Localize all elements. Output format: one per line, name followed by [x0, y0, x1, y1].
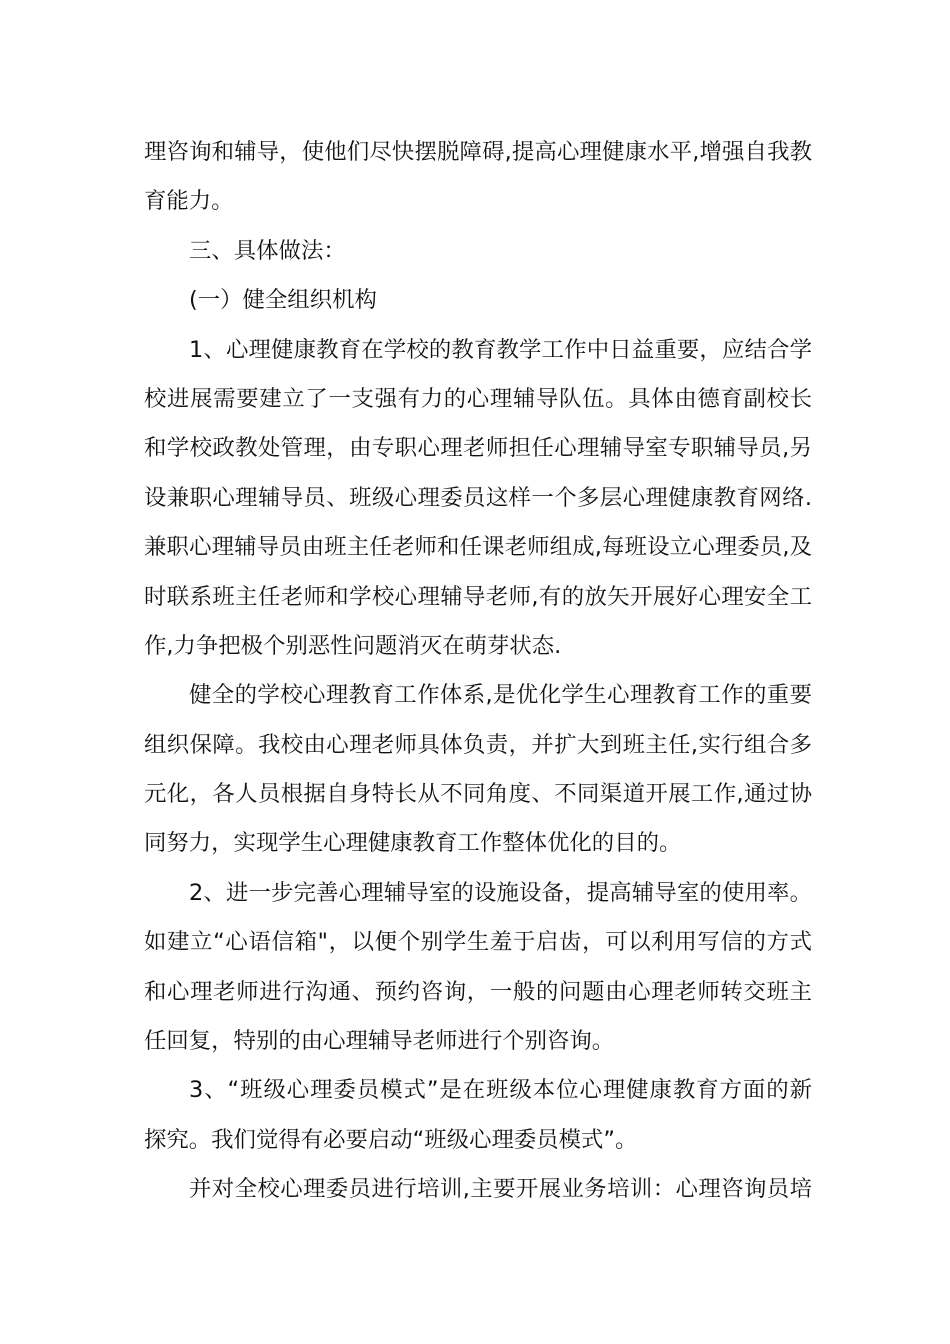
text-line-10: 时联系班主任老师和学校心理辅导老师,有的放矢开展好心理安全工	[144, 583, 812, 610]
text-line-5: 1、心理健康教育在学校的教育教学工作中日益重要，应结合学	[189, 336, 812, 363]
text-line-17: 如建立“心语信箱"，以便个别学生羞于启齿，可以利用写信的方式	[144, 929, 812, 956]
text-line-7: 和学校政教处管理，由专职心理老师担任心理辅导室专职辅导员,另	[144, 435, 812, 462]
text-line-2: 育能力。	[144, 188, 234, 215]
text-line-16: 2、进一步完善心理辅导室的设施设备，提高辅导室的使用率。	[189, 879, 812, 906]
text-line-8: 设兼职心理辅导员、班级心理委员这样一个多层心理健康教育网络.	[144, 484, 812, 511]
text-line-13: 组织保障。我校由心理老师具体负责，并扩大到班主任,实行组合多	[144, 731, 812, 758]
text-line-11: 作,力争把极个别恶性问题消灭在萌芽状态.	[144, 632, 562, 659]
text-line-15: 同努力，实现学生心理健康教育工作整体优化的目的。	[144, 830, 682, 857]
text-line-18: 和心理老师进行沟通、预约咨询，一般的问题由心理老师转交班主	[144, 978, 812, 1005]
text-line-22: 并对全校心理委员进行培训,主要开展业务培训：心理咨询员培	[189, 1176, 812, 1203]
body-text	[144, 128, 812, 1215]
text-line-9: 兼职心理辅导员由班主任老师和任课老师组成,每班设立心理委员,及	[144, 534, 812, 561]
text-line-21: 探究。我们觉得有必要启动“班级心理委员模式”。	[144, 1126, 638, 1153]
text-line-1: 理咨询和辅导，使他们尽快摆脱障碍,提高心理健康水平,增强自我教	[144, 139, 812, 165]
subsection-heading: (一）健全组织机构	[189, 287, 377, 314]
text-line-14: 元化，各人员根据自身特长从不同角度、不同渠道开展工作,通过协	[144, 781, 812, 808]
section-heading: 三、具体做法：	[189, 237, 346, 264]
text-line-19: 任回复，特别的由心理辅导老师进行个别咨询。	[144, 1028, 615, 1055]
text-line-12: 健全的学校心理教育工作体系,是优化学生心理教育工作的重要	[189, 682, 812, 709]
text-line-20: 3、“班级心理委员模式”是在班级本位心理健康教育方面的新	[189, 1077, 812, 1104]
text-line-6: 校进展需要建立了一支强有力的心理辅导队伍。具体由德育副校长	[144, 385, 812, 412]
